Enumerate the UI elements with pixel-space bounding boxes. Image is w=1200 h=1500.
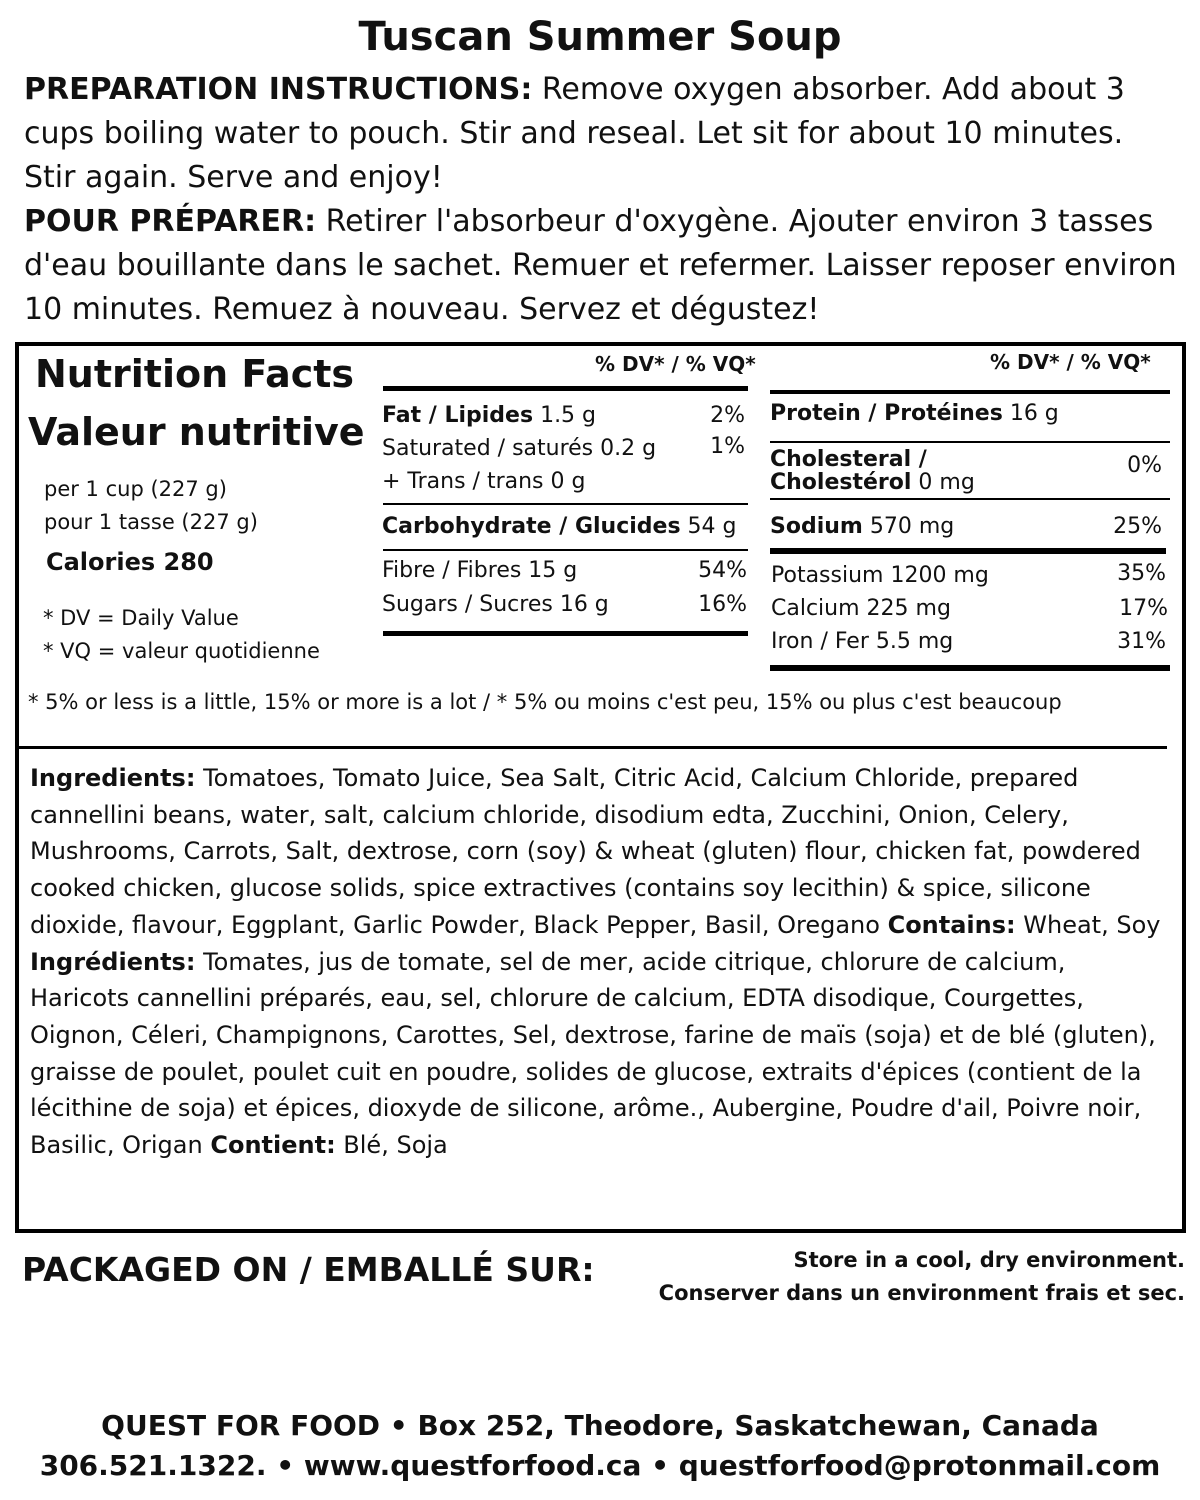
- divider: [383, 503, 748, 505]
- divider: [770, 548, 1166, 554]
- ingredients-fr: [30, 944, 1170, 1164]
- fat-amount: 1.5 g: [533, 403, 597, 428]
- sodium-label: Sodium: [770, 514, 863, 539]
- product-title: Tuscan Summer Soup: [358, 14, 842, 60]
- divider: [19, 746, 1167, 749]
- fibre-pct: 54%: [698, 558, 747, 583]
- valeur-nutritive-heading: Valeur nutritive: [28, 410, 365, 454]
- cholesterol-label-line1: Cholesteral /: [770, 447, 927, 472]
- sugars-pct: 16%: [698, 592, 747, 617]
- dv-footnote: * 5% or less is a little, 15% or more is a lot / * 5% ou moins c'est peu, 15% ou plus c'est beaucoup: [28, 690, 1062, 714]
- serving-size-fr: pour 1 tasse (227 g): [44, 510, 258, 534]
- divider: [770, 665, 1170, 671]
- fat-row: [382, 403, 596, 428]
- storage-en: Store in a cool, dry environment.: [793, 1248, 1185, 1272]
- dv-header-right: % DV* / % VQ*: [990, 350, 1151, 374]
- saturated-pct: 1%: [710, 434, 745, 459]
- cholesterol-label-line2: Cholestérol: [770, 470, 912, 495]
- contains-en-label: Contains:: [887, 910, 1016, 939]
- dv-note-fr: * VQ = valeur quotidienne: [43, 639, 320, 663]
- preparation-en-text: Remove oxygen absorber. Add about 3 cups boiling water to pouch. Stir and reseal. Let sit for about 10 minutes. Stir again. Serve and enjoy!: [24, 72, 1125, 195]
- preparation-en: [24, 68, 1184, 200]
- sodium-pct: 25%: [1113, 514, 1162, 539]
- divider: [770, 390, 1170, 394]
- ingredients-fr-text: Tomates, jus de tomate, sel de mer, acide citrique, chlorure de calcium, Haricots cannellini préparés, eau, sel, chlorure de calcium, EDTA disodique, Courgettes, Oignon, Céleri, Champignons, Carottes, Sel, dextrose, farine de maïs (soja) et de blé (gluten), graisse de poulet, poulet cuit en poudre, solides de glucose, extraits d'épices (contient de la lécithine de soja) et épices, dioxyde de silicone, arôme., Aubergine, Poudre d'ail, Poivre noir, Basilic, Origan: [30, 947, 1156, 1160]
- carbohydrate-row: [382, 514, 737, 539]
- saturated-row: Saturated / saturés 0.2 g: [382, 436, 657, 461]
- fibre-row: Fibre / Fibres 15 g: [382, 558, 578, 583]
- ingredients-section: [30, 760, 1170, 1164]
- cholesterol-row: [770, 448, 975, 494]
- preparation-fr: [24, 200, 1184, 332]
- protein-amount: 16 g: [1002, 401, 1059, 426]
- company-address: QUEST FOR FOOD • Box 252, Theodore, Saskatchewan, Canada: [101, 1409, 1099, 1442]
- storage-fr: Conserver dans un environment frais et sec.: [658, 1281, 1185, 1305]
- divider: [383, 386, 748, 391]
- calories: Calories 280: [46, 548, 214, 576]
- protein-label: Protein / Protéines: [770, 401, 1003, 426]
- sugars-row: Sugars / Sucres 16 g: [382, 592, 609, 617]
- company-info: [0, 1406, 1200, 1486]
- cholesterol-amount: 0 mg: [911, 470, 975, 495]
- ingredients-en: [30, 760, 1170, 944]
- carbohydrate-amount: 54 g: [680, 514, 737, 539]
- company-contact: 306.521.1322. • www.questforfood.ca • questforfood@protonmail.com: [39, 1449, 1161, 1482]
- nutrition-facts-heading: Nutrition Facts: [35, 352, 355, 396]
- calcium-row: Calcium 225 mg: [771, 596, 951, 621]
- protein-row: [770, 401, 1059, 426]
- iron-pct: 31%: [1117, 629, 1166, 654]
- serving-size-en: per 1 cup (227 g): [44, 477, 227, 501]
- sodium-amount: 570 mg: [862, 514, 955, 539]
- fat-label: Fat / Lipides: [382, 403, 534, 428]
- ingredients-fr-label: Ingrédients:: [30, 947, 196, 976]
- storage-instructions: [659, 1244, 1185, 1310]
- contains-fr-text: Blé, Soja: [335, 1131, 448, 1160]
- cholesterol-pct: 0%: [1127, 453, 1162, 478]
- preparation-instructions: [24, 68, 1184, 332]
- packaged-on-label: PACKAGED ON / EMBALLÉ SUR:: [22, 1250, 595, 1289]
- potassium-pct: 35%: [1117, 561, 1166, 586]
- carbohydrate-label: Carbohydrate / Glucides: [382, 514, 681, 539]
- divider: [383, 631, 748, 636]
- contains-fr-label: Contient:: [210, 1131, 336, 1160]
- ingredients-en-label: Ingredients:: [30, 764, 196, 792]
- divider: [770, 441, 1170, 443]
- ingredients-en-text: Tomatoes, Tomato Juice, Sea Salt, Citric Acid, Calcium Chloride, prepared cannellini beans, water, salt, calcium chloride, disodium edta, Zucchini, Onion, Celery, Mushrooms, Carrots, Salt, dextrose, corn (soy) & wheat (gluten) flour, chicken fat, powdered cooked chicken, glucose solids, spice extractives (contains soy lecithin) & spice, silicone dioxide, flavour, Eggplant, Garlic Powder, Black Pepper, Basil, Oregano: [30, 764, 1141, 939]
- divider: [383, 549, 748, 551]
- iron-row: Iron / Fer 5.5 mg: [771, 629, 954, 654]
- fat-pct: 2%: [710, 403, 745, 428]
- contains-en-text: Wheat, Soy: [1015, 910, 1161, 939]
- sodium-row: [770, 514, 954, 539]
- dv-note-en: * DV = Daily Value: [43, 606, 239, 630]
- preparation-fr-text: Retirer l'absorbeur d'oxygène. Ajouter environ 3 tasses d'eau bouillante dans le sachet. Remuer et refermer. Laisser reposer environ 10 minutes. Remuez à nouveau. Servez et dégustez!: [24, 204, 1177, 327]
- calcium-pct: 17%: [1119, 596, 1168, 621]
- preparation-fr-label: POUR PRÉPARER:: [24, 204, 317, 239]
- preparation-en-label: PREPARATION INSTRUCTIONS:: [24, 72, 533, 107]
- dv-header-middle: % DV* / % VQ*: [595, 352, 756, 376]
- divider: [770, 498, 1170, 500]
- trans-row: + Trans / trans 0 g: [382, 469, 586, 494]
- potassium-row: Potassium 1200 mg: [771, 563, 989, 588]
